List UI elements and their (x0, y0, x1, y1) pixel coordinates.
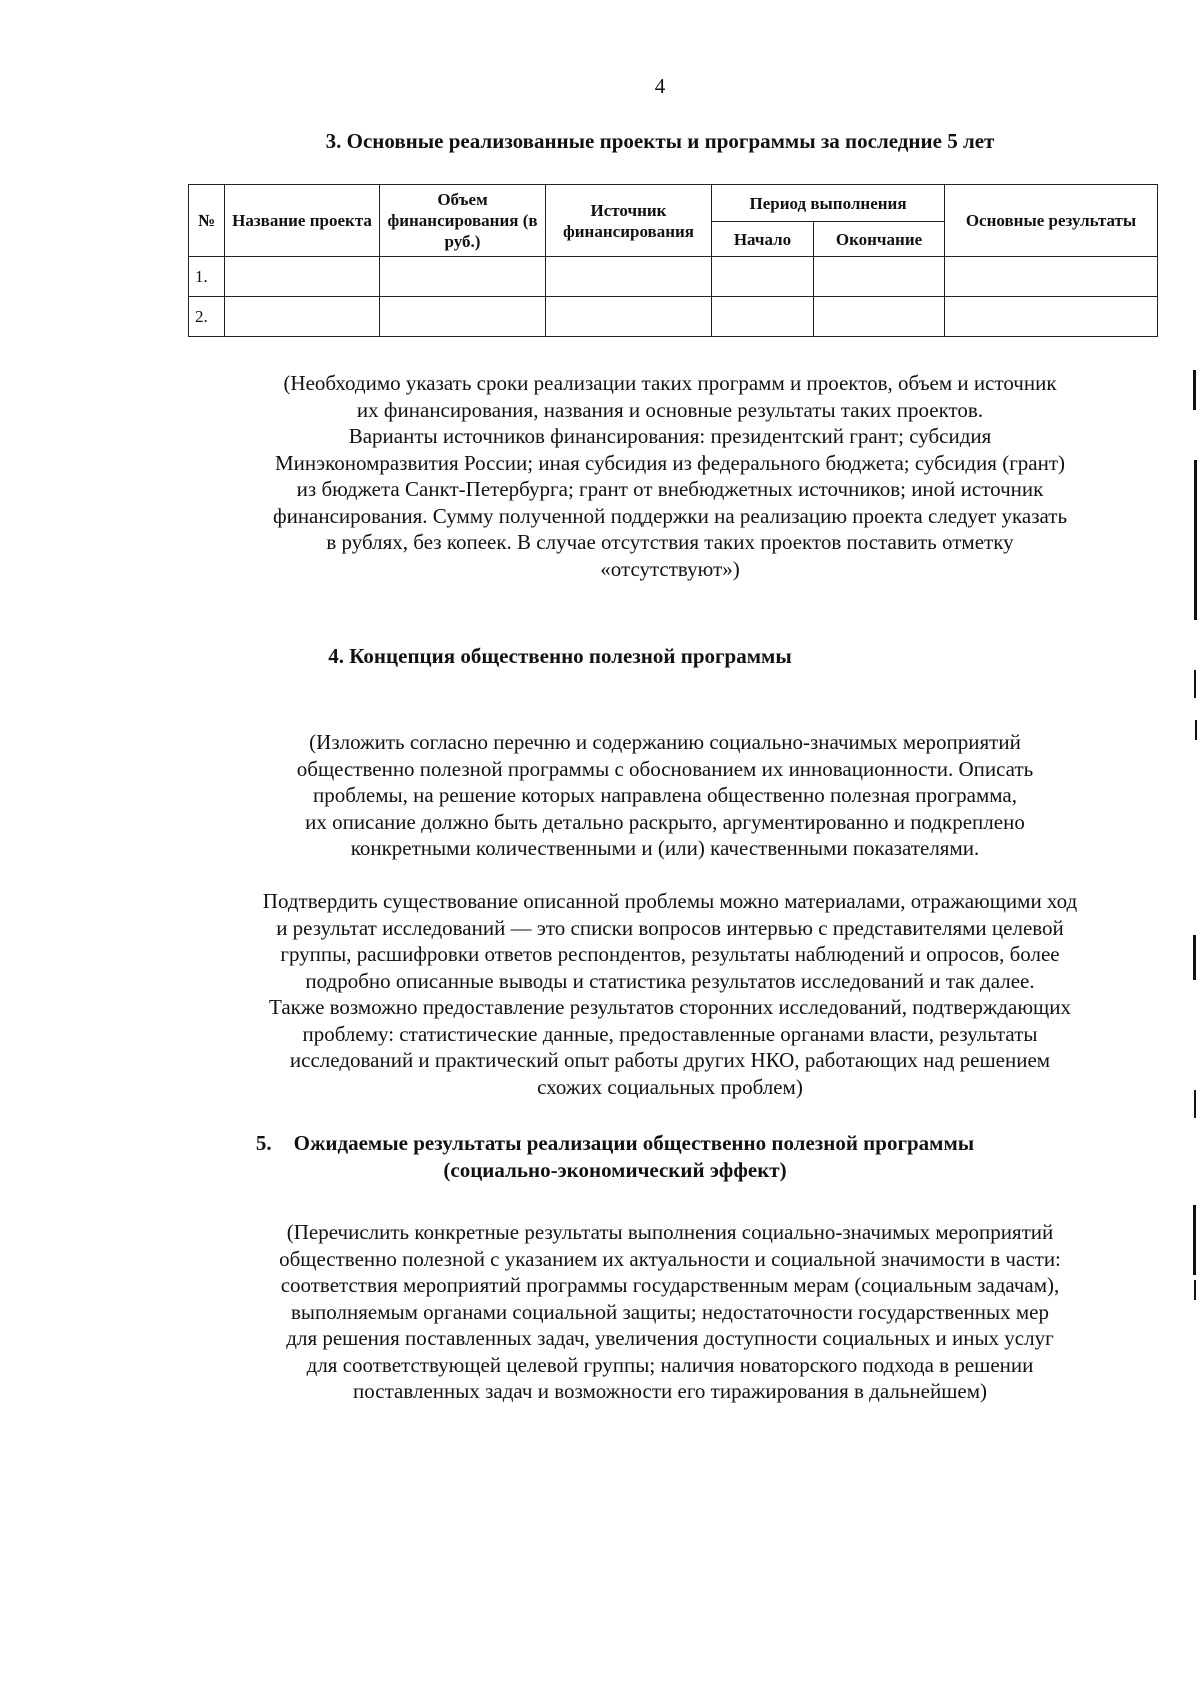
note-line: проблемы, на решение которых направлена общественно полезная программа, (313, 783, 1017, 807)
cell-end (814, 257, 945, 297)
col-header-volume: Объем финансирования (в руб.) (380, 185, 546, 257)
section5-title (0, 1130, 1200, 1184)
note-line: (Изложить согласно перечню и содержанию социально-значимых мероприятий (309, 730, 1021, 754)
section4-title: 4. Концепция общественно полезной программы (328, 644, 792, 668)
cell-name (225, 297, 380, 337)
note-line: общественно полезной программы с обоснованием их инновационности. Описать (296, 756, 1034, 781)
section4-note-2 (180, 888, 1160, 1100)
note-line: схожих социальных проблем) (537, 1074, 803, 1099)
section3-note (180, 370, 1160, 582)
col-header-results: Основные результаты (945, 185, 1158, 257)
cell-volume (380, 297, 546, 337)
note-line: в рублях, без копеек. В случае отсутствия таких проектов поставить отметку (326, 530, 1014, 554)
page-number: 4 (654, 74, 666, 98)
col-header-name: Название проекта (225, 185, 380, 257)
table-row (189, 297, 1158, 337)
cell-start (712, 297, 814, 337)
note-line: Подтвердить существование описанной проблемы можно материалами, отражающими ход (262, 889, 1078, 913)
note-line: финансирования. Сумму полученной поддержки на реализацию проекта следует указать (272, 503, 1068, 528)
section4-note-1 (200, 729, 1130, 862)
note-line: «отсутствуют») (600, 556, 740, 581)
note-line: Варианты источников финансирования: президентский грант; субсидия (348, 424, 992, 448)
note-line: Также возможно предоставление результатов сторонних исследований, подтверждающих (269, 995, 1071, 1019)
cell-source (546, 297, 712, 337)
note-line: Минэкономразвития России; иная субсидия из федерального бюджета; субсидия (грант) (274, 450, 1066, 475)
scan-mark (1193, 1205, 1196, 1275)
note-line: исследований и практический опыт работы других НКО, работающих над решением (289, 1048, 1051, 1072)
cell-start (712, 257, 814, 297)
note-line: группы, расшифровки ответов респондентов, результаты наблюдений и опросов, более (280, 942, 1060, 966)
scan-mark (1194, 1280, 1196, 1300)
note-line: конкретными количественными и (или) качественными показателями. (350, 836, 980, 860)
cell-no: 1. (189, 257, 225, 297)
section5-note (190, 1219, 1150, 1405)
note-line: из бюджета Санкт-Петербурга; грант от внебюджетных источников; иной источник (296, 477, 1044, 501)
note-line: для соответствующей целевой группы; наличия новаторского подхода в решении (306, 1352, 1034, 1377)
scan-mark (1194, 1090, 1196, 1118)
note-line: (Перечислить конкретные результаты выполнения социально-значимых мероприятий (286, 1220, 1054, 1244)
note-line: соответствия мероприятий программы государственным мерам (социальным задачам), (280, 1273, 1060, 1297)
scan-mark (1194, 460, 1197, 620)
section5-title-line2: (социально-экономический эффект) (443, 1158, 787, 1182)
table-row (189, 257, 1158, 297)
scan-mark (1193, 935, 1196, 980)
col-header-start: Начало (712, 222, 814, 257)
note-line: поставленных задач и возможности его тиражирования в дальнейшем) (353, 1379, 987, 1403)
col-header-no: № (189, 185, 225, 257)
note-line: (Необходимо указать сроки реализации таких программ и проектов, объем и источник (283, 371, 1057, 395)
note-line: выполняемым органами социальной защиты; недостаточности государственных мер (291, 1299, 1049, 1324)
section5-number: 5. (255, 1131, 272, 1155)
note-line: и результат исследований — это списки вопросов интервью с представителями целевой (276, 915, 1064, 940)
section5-title-line1: Ожидаемые результаты реализации общественно полезной программы (293, 1131, 975, 1155)
scan-mark (1194, 670, 1196, 698)
cell-no: 2. (189, 297, 225, 337)
cell-results (945, 257, 1158, 297)
scan-mark (1195, 720, 1197, 740)
note-line: для решения поставленных задач, увеличения доступности социальных и иных услуг (286, 1326, 1054, 1350)
cell-name (225, 257, 380, 297)
note-line: их описание должно быть детально раскрыто, аргументированно и подкреплено (305, 809, 1025, 834)
note-line: проблему: статистические данные, предоставленные органами власти, результаты (302, 1021, 1038, 1046)
cell-results (945, 297, 1158, 337)
col-header-source: Источник финансирования (546, 185, 712, 257)
cell-end (814, 297, 945, 337)
note-line: подробно описанные выводы и статистика результатов исследований и так далее. (305, 968, 1035, 993)
note-line: общественно полезной с указанием их актуальности и социальной значимости в части: (279, 1246, 1061, 1271)
col-header-period: Период выполнения (712, 185, 945, 222)
cell-volume (380, 257, 546, 297)
projects-table (188, 184, 1158, 337)
section3-title: 3. Основные реализованные проекты и программы за последние 5 лет (325, 129, 995, 153)
col-header-end: Окончание (814, 222, 945, 257)
cell-source (546, 257, 712, 297)
note-line: их финансирования, названия и основные результаты таких проектов. (356, 397, 984, 422)
scan-mark (1193, 370, 1196, 410)
